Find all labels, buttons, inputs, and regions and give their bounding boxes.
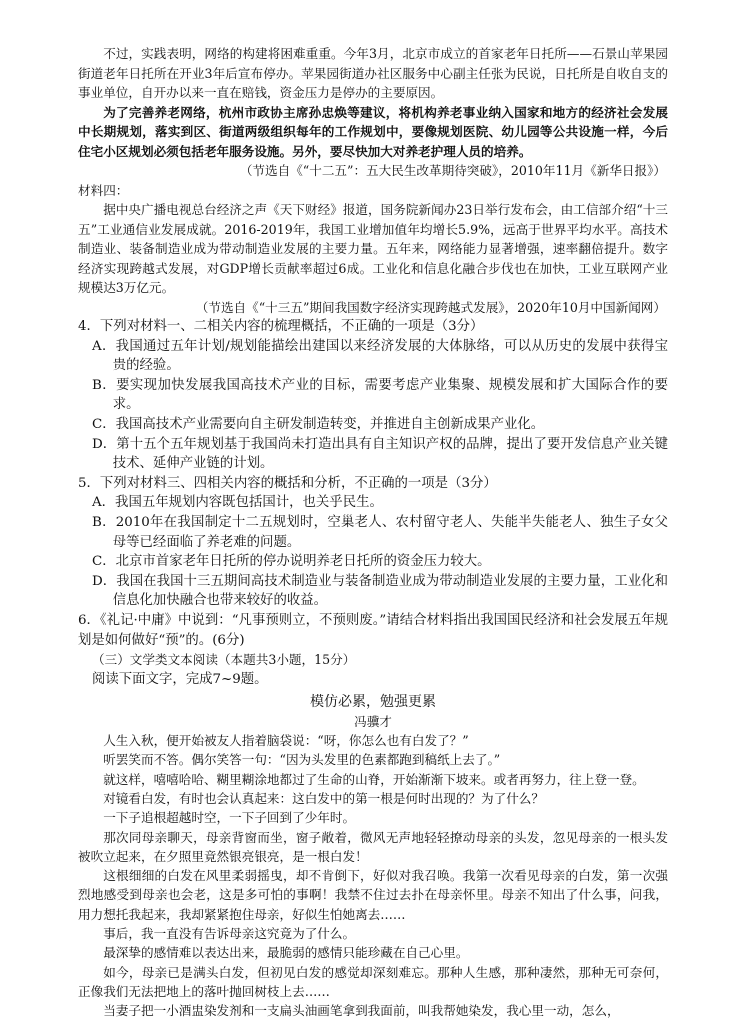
material4-label: 材料四：: [78, 182, 129, 198]
story-paragraph: 事后，我一直没有告诉母亲这究竟为了什么。: [103, 926, 356, 942]
story-paragraph: 当妻子把一小酒盅染发剂和一支扁头油画笔拿到我面前，叫我帮她染发，我心里一动，怎么，: [103, 1003, 620, 1019]
story-paragraph: 听罢笑而不答。偶尔笑答一句：“因为头发里的色素都跑到稿纸上去了。”: [103, 752, 501, 768]
question-4-stem: 4．下列对材料一、二相关内容的梳理概括，不正确的一项是（3分）: [78, 319, 484, 334]
material4-source: （节选自《“十三五”期间我国数字经济实现跨越式发展》，2020年10月中国新闻网）: [195, 299, 666, 315]
story-paragraph: 就这样，嘻嘻哈哈、糊里糊涂地都过了生命的山脊，开始渐渐下坡来。或者再努力，往上登一登。: [103, 771, 645, 787]
story-paragraph: 一下子追根超越时空，一下子回到了少年时。: [103, 810, 356, 826]
story-paragraph: 人生入秋，便开始被友人指着脑袋说：“呀，你怎么也有白发了？”: [103, 733, 469, 749]
story-paragraph: 这根细细的白发在风里柔弱摇曳，却不肯倒下，好似对我召唤。我第一次看见母亲的白发，第一次强烈地感受到母亲也会老，这是多可怕的事啊！我禁不住过去扑在母亲怀里。母亲不知出了什么事，问我，用力想托我起来，我却紧紧抱住母亲，好似生怕她离去……: [78, 868, 668, 922]
story-paragraph: 如今，母亲已是满头白发，但初见白发的感觉却深刻难忘。那种人生感，那种凄然，那种无可奈何，正像我们无法把地上的落叶抛回树枝上去……: [78, 964, 668, 999]
question-5-option-b: B．2010年在我国制定十二五规划时，空巢老人、农村留守老人、失能半失能老人、独生子女父母等已经面临了养老难的问题。: [92, 514, 668, 550]
document-page: [78, 44, 668, 1021]
story-paragraph: 最深挚的感情难以表达出来，最脆弱的感情只能珍藏在自己心里。: [103, 945, 469, 961]
material3-source: （节选自《“十二五”：五大民生改革期待突破》，2010年11月《新华日报》）: [239, 163, 666, 178]
question-4-option-a: A．我国通过五年计划/规划能描绘出建国以来经济发展的大体脉络，可以从历史的发展中获得宝贵的经验。: [92, 338, 668, 374]
story-author: 冯骥才: [354, 714, 392, 730]
question-5-option-d: D．我国在我国十三五期间高技术制造业与装备制造业成为带动制造业发展的主要力量，工业化和信息化加快融合也带来较好的收益。: [92, 573, 668, 609]
story-paragraph: 那次同母亲聊天，母亲背窗而坐，窗子敞着，微风无声地轻轻撩动母亲的头发，忽见母亲的一根头发被吹立起来，在夕照里竟然银亮银亮，是一根白发！: [78, 829, 668, 864]
material4-paragraph-1: 据中央广播电视总台经济之声《天下财经》报道，国务院新闻办23日举行发布会，由工信部介绍“十三五”工业通信业发展成就。2016-2019年，我国工业增加值年均增长5.9%，远高于世界平均水平。高技术制造业、装备制造业成为带动制造业发展的主要力量。五年来，网络能力显著增强，速率翻倍提升。数字经济实现跨越式发展，对GDP增长贡献率超过6成。工业化和信息化融合步伐也在加快，工业互联网产业规模达3万亿元。: [78, 202, 668, 295]
material3-paragraph-1: 不过，实践表明，网络的构建将困难重重。今年3月，北京市成立的首家老年日托所——石景山苹果园街道老年日托所在开业3年后宣布停办。苹果园街道办社区服务中心副主任张为民说，日托所是自收自支的事业单位，自开办以来一直在赔钱，资金压力是停办的主要原因。: [78, 46, 668, 100]
question-4-option-d: D．第十五个五年规划基于我国尚未打造出具有自主知识产权的品牌，提出了要开发信息产业关键技术、延伸产业链的计划。: [92, 436, 668, 472]
question-5-option-c: C．北京市首家老年日托所的停办说明养老日托所的资金压力较大。: [92, 554, 491, 570]
story-title: 模仿必累，勉强更累: [310, 694, 436, 711]
story-paragraph: 对镜看白发，有时也会认真起来：这白发中的第一根是何时出现的？为了什么？: [103, 790, 544, 806]
question-4-option-c: C．我国高技术产业需要向自主研发制造转变，并推进自主创新成果产业化。: [92, 416, 545, 432]
question-5-stem: 5．下列对材料三、四相关内容的概括和分析，不正确的一项是（3分）: [78, 475, 497, 491]
question-4-option-b: B．要实现加快发展我国高技术产业的目标，需要考虑产业集聚、规模发展和扩大国际合作的要求。: [92, 377, 668, 413]
section-3-heading: （三）文学类文本阅读（本题共3小题，15分）: [92, 652, 356, 668]
section-3-intro: 阅读下面文字，完成7~9题。: [92, 672, 268, 688]
material3-paragraph-2: 为了完善养老网络，杭州市政协主席孙忠焕等建议，将机构养老事业纳入国家和地方的经济社会发展中长期规划，落实到区、街道两级组织每年的工作规划中，要像规划医院、幼儿园等公共设施一样，今后住宅小区规划必须包括老年服务设施。另外，要尽快加大对养老护理人员的培养。: [78, 104, 668, 159]
question-5-option-a: A．我国五年规划内容既包括国计，也关乎民生。: [92, 495, 383, 511]
question-6-stem: 6．《礼记·中庸》中说到：“凡事预则立，不预则废。”请结合材料指出我国国民经济和社会发展五年规划是如何做好“预”的。(6分): [78, 612, 668, 648]
